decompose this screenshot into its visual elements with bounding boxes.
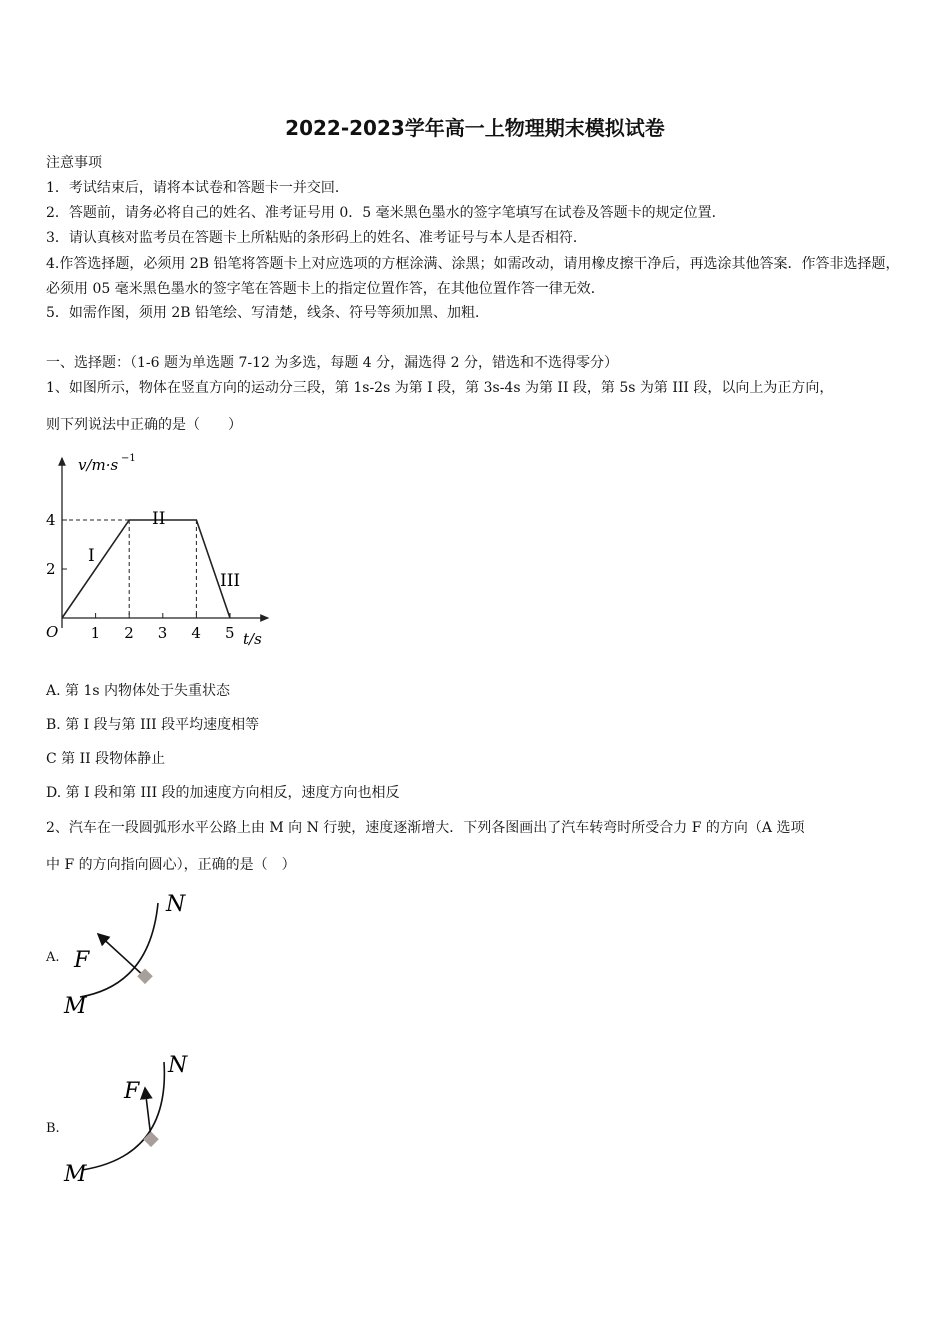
q2-option-b-figure: [60, 1048, 200, 1193]
segment-label-iii: III: [220, 571, 241, 591]
q2-option-a-label: A.: [46, 950, 60, 965]
velocity-time-graph: [40, 448, 280, 658]
x-tick-label: 3: [157, 624, 168, 642]
notice-item-2: 2．答题前，请务必将自己的姓名、准考证号用 0．5 毫米黑色墨水的签字笔填写在试卷及答题卡的规定位置．: [46, 205, 726, 221]
x-tick-label: 5: [225, 624, 235, 642]
origin-label: O: [46, 623, 59, 641]
x-axis-label: t/s: [243, 630, 262, 648]
notice-item-3: 3．请认真核对监考员在答题卡上所粘贴的条形码上的姓名、准考证号与本人是否相符．: [46, 230, 587, 246]
end-label: N: [168, 1053, 188, 1078]
car-marker: [143, 1132, 159, 1148]
q2-stem-line1: 2、汽车在一段圆弧形水平公路上由 M 向 N 行驶，速度逐渐增大．下列各图画出了汽车转弯时所受合力 F 的方向（A 选项: [46, 820, 805, 836]
q1-option-d: D. 第 I 段和第 III 段的加速度方向相反，速度方向也相反: [46, 785, 400, 801]
q2-option-b-label: B.: [46, 1121, 60, 1136]
force-label: F: [124, 1079, 140, 1104]
x-tick-label: 2: [124, 624, 134, 642]
x-ticks: [91, 613, 235, 642]
notice-heading: 注意事项: [46, 155, 102, 171]
q2-option-a-figure: [60, 885, 200, 1025]
y-axis-label-sup: −1: [121, 453, 136, 464]
start-label: M: [64, 994, 87, 1019]
force-label: F: [74, 948, 90, 973]
q1-option-c: C 第 II 段物体静止: [46, 751, 166, 767]
force-arrow: [98, 934, 145, 977]
q1-stem-line2: 则下列说法中正确的是（ ）: [46, 417, 242, 433]
segment-label-i: I: [88, 546, 95, 566]
notice-item-1: 1．考试结束后，请将本试卷和答题卡一并交回．: [46, 180, 349, 196]
q1-stem-line1: 1、如图所示，物体在竖直方向的运动分三段，第 1s-2s 为第 I 段，第 3s-4s 为第 II 段，第 5s 为第 III 段，以向上为正方向，: [46, 380, 834, 396]
q1-option-a: A. 第 1s 内物体处于失重状态: [46, 683, 231, 699]
segment-label-ii: II: [152, 509, 166, 529]
road-arc: [80, 903, 158, 997]
y-tick-label: 2: [46, 560, 56, 578]
x-tick-label: 1: [90, 624, 101, 642]
velocity-series-line: [62, 520, 230, 618]
car-marker: [137, 969, 153, 985]
q1-option-b: B. 第 I 段与第 III 段平均速度相等: [46, 717, 260, 733]
x-tick-label: 4: [191, 624, 201, 642]
start-label: M: [64, 1162, 87, 1187]
force-arrow: [145, 1088, 151, 1138]
y-axis-label: v/m·s: [78, 456, 119, 474]
notice-item-4: 4.作答选择题，必须用 2B 铅笔将答题卡上对应选项的方框涂满、涂黑；如需改动，请用橡皮擦干净后，再选涂其他答案．作答非选择题，必须用 05 毫米黑色墨水的签字笔在答题卡上的指定位置作答，在其他位置作答一律无效．: [46, 256, 900, 297]
y-tick-label: 4: [46, 511, 56, 529]
y-ticks: [46, 511, 67, 578]
page-title: 2022-2023学年高一上物理期末模拟试卷: [285, 116, 665, 140]
q2-stem-line2: 中 F 的方向指向圆心），正确的是（ ）: [46, 857, 296, 873]
section-heading: 一、选择题：（1-6 题为单选题 7-12 为多选，每题 4 分，漏选得 2 分，错选和不选得零分）: [46, 355, 618, 371]
end-label: N: [166, 892, 186, 917]
notice-item-5: 5．如需作图，须用 2B 铅笔绘、写清楚，线条、符号等须加黑、加粗．: [46, 305, 490, 321]
